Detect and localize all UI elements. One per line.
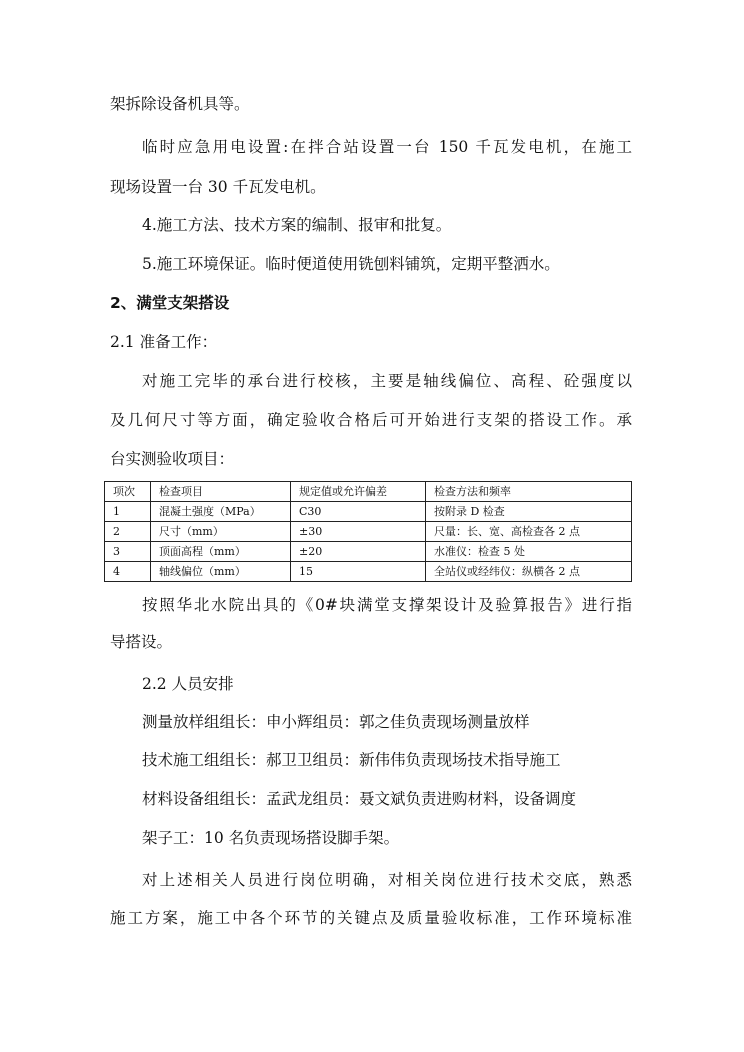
table-cell: 4 <box>105 562 151 582</box>
paragraph-line: 按照华北水院出具的《0#块满堂支撑架设计及验算报告》进行指 <box>142 596 632 614</box>
staff-line: 技术施工组组长：郝卫卫组员：新伟伟负责现场技术指导施工 <box>142 751 561 769</box>
table-header: 检查项目 <box>151 482 291 502</box>
paragraph-line: 现场设置一台 30 千瓦发电机。 <box>110 178 326 196</box>
paragraph-line: 4.施工方法、技术方案的编制、报审和批复。 <box>142 216 452 234</box>
table-cell: 按附录 D 检查 <box>426 502 632 522</box>
paragraph-line: 临时应急用电设置:在拌合站设置一台 150 千瓦发电机，在施工 <box>142 138 632 156</box>
table-cell: 尺量：长、宽、高检查各 2 点 <box>426 522 632 542</box>
section-heading: 2、满堂支架搭设 <box>110 294 230 312</box>
staff-line: 测量放样组组长：申小辉组员：郭之佳负责现场测量放样 <box>142 713 530 731</box>
paragraph-line: 施工方案，施工中各个环节的关键点及质量验收标准，工作环境标准 <box>110 909 632 927</box>
table-cell: C30 <box>291 502 426 522</box>
table-row <box>105 542 632 562</box>
table-header: 项次 <box>105 482 151 502</box>
table-cell: 全站仪或经纬仪：纵横各 2 点 <box>426 562 632 582</box>
table-row <box>105 522 632 542</box>
table-cell: 3 <box>105 542 151 562</box>
paragraph-line: 5.施工环境保证。临时便道使用铣刨料铺筑，定期平整洒水。 <box>142 255 560 273</box>
table-cell: 水准仪：检查 5 处 <box>426 542 632 562</box>
table-cell: ±20 <box>291 542 426 562</box>
table-header: 检查方法和频率 <box>426 482 632 502</box>
paragraph-line: 对上述相关人员进行岗位明确，对相关岗位进行技术交底，熟悉 <box>142 871 632 889</box>
table-row <box>105 562 632 582</box>
table-cell: 1 <box>105 502 151 522</box>
table-header-row <box>105 482 632 502</box>
subsection-heading: 2.1 准备工作： <box>110 333 218 351</box>
table-cell: 15 <box>291 562 426 582</box>
table-cell: 顶面高程（mm） <box>151 542 291 562</box>
table-header: 规定值或允许偏差 <box>291 482 426 502</box>
paragraph-line: 架拆除设备机具等。 <box>110 95 250 113</box>
staff-line: 架子工：10 名负责现场搭设脚手架。 <box>142 829 400 847</box>
table-cell: 2 <box>105 522 151 542</box>
paragraph-line: 及几何尺寸等方面，确定验收合格后可开始进行支架的搭设工作。承 <box>110 411 632 429</box>
paragraph-line: 对施工完毕的承台进行校核，主要是轴线偏位、高程、砼强度以 <box>142 372 632 390</box>
table-cell: ±30 <box>291 522 426 542</box>
subsection-heading: 2.2 人员安排 <box>142 675 234 693</box>
staff-line: 材料设备组组长：孟武龙组员：聂文斌负责进购材料，设备调度 <box>142 790 577 808</box>
table-cell: 尺寸（mm） <box>151 522 291 542</box>
inspection-table <box>104 481 632 582</box>
paragraph-line: 导搭设。 <box>110 633 173 651</box>
table-row <box>105 502 632 522</box>
table-cell: 轴线偏位（mm） <box>151 562 291 582</box>
paragraph-line: 台实测验收项目： <box>110 450 235 468</box>
table-cell: 混凝土强度（MPa） <box>151 502 291 522</box>
